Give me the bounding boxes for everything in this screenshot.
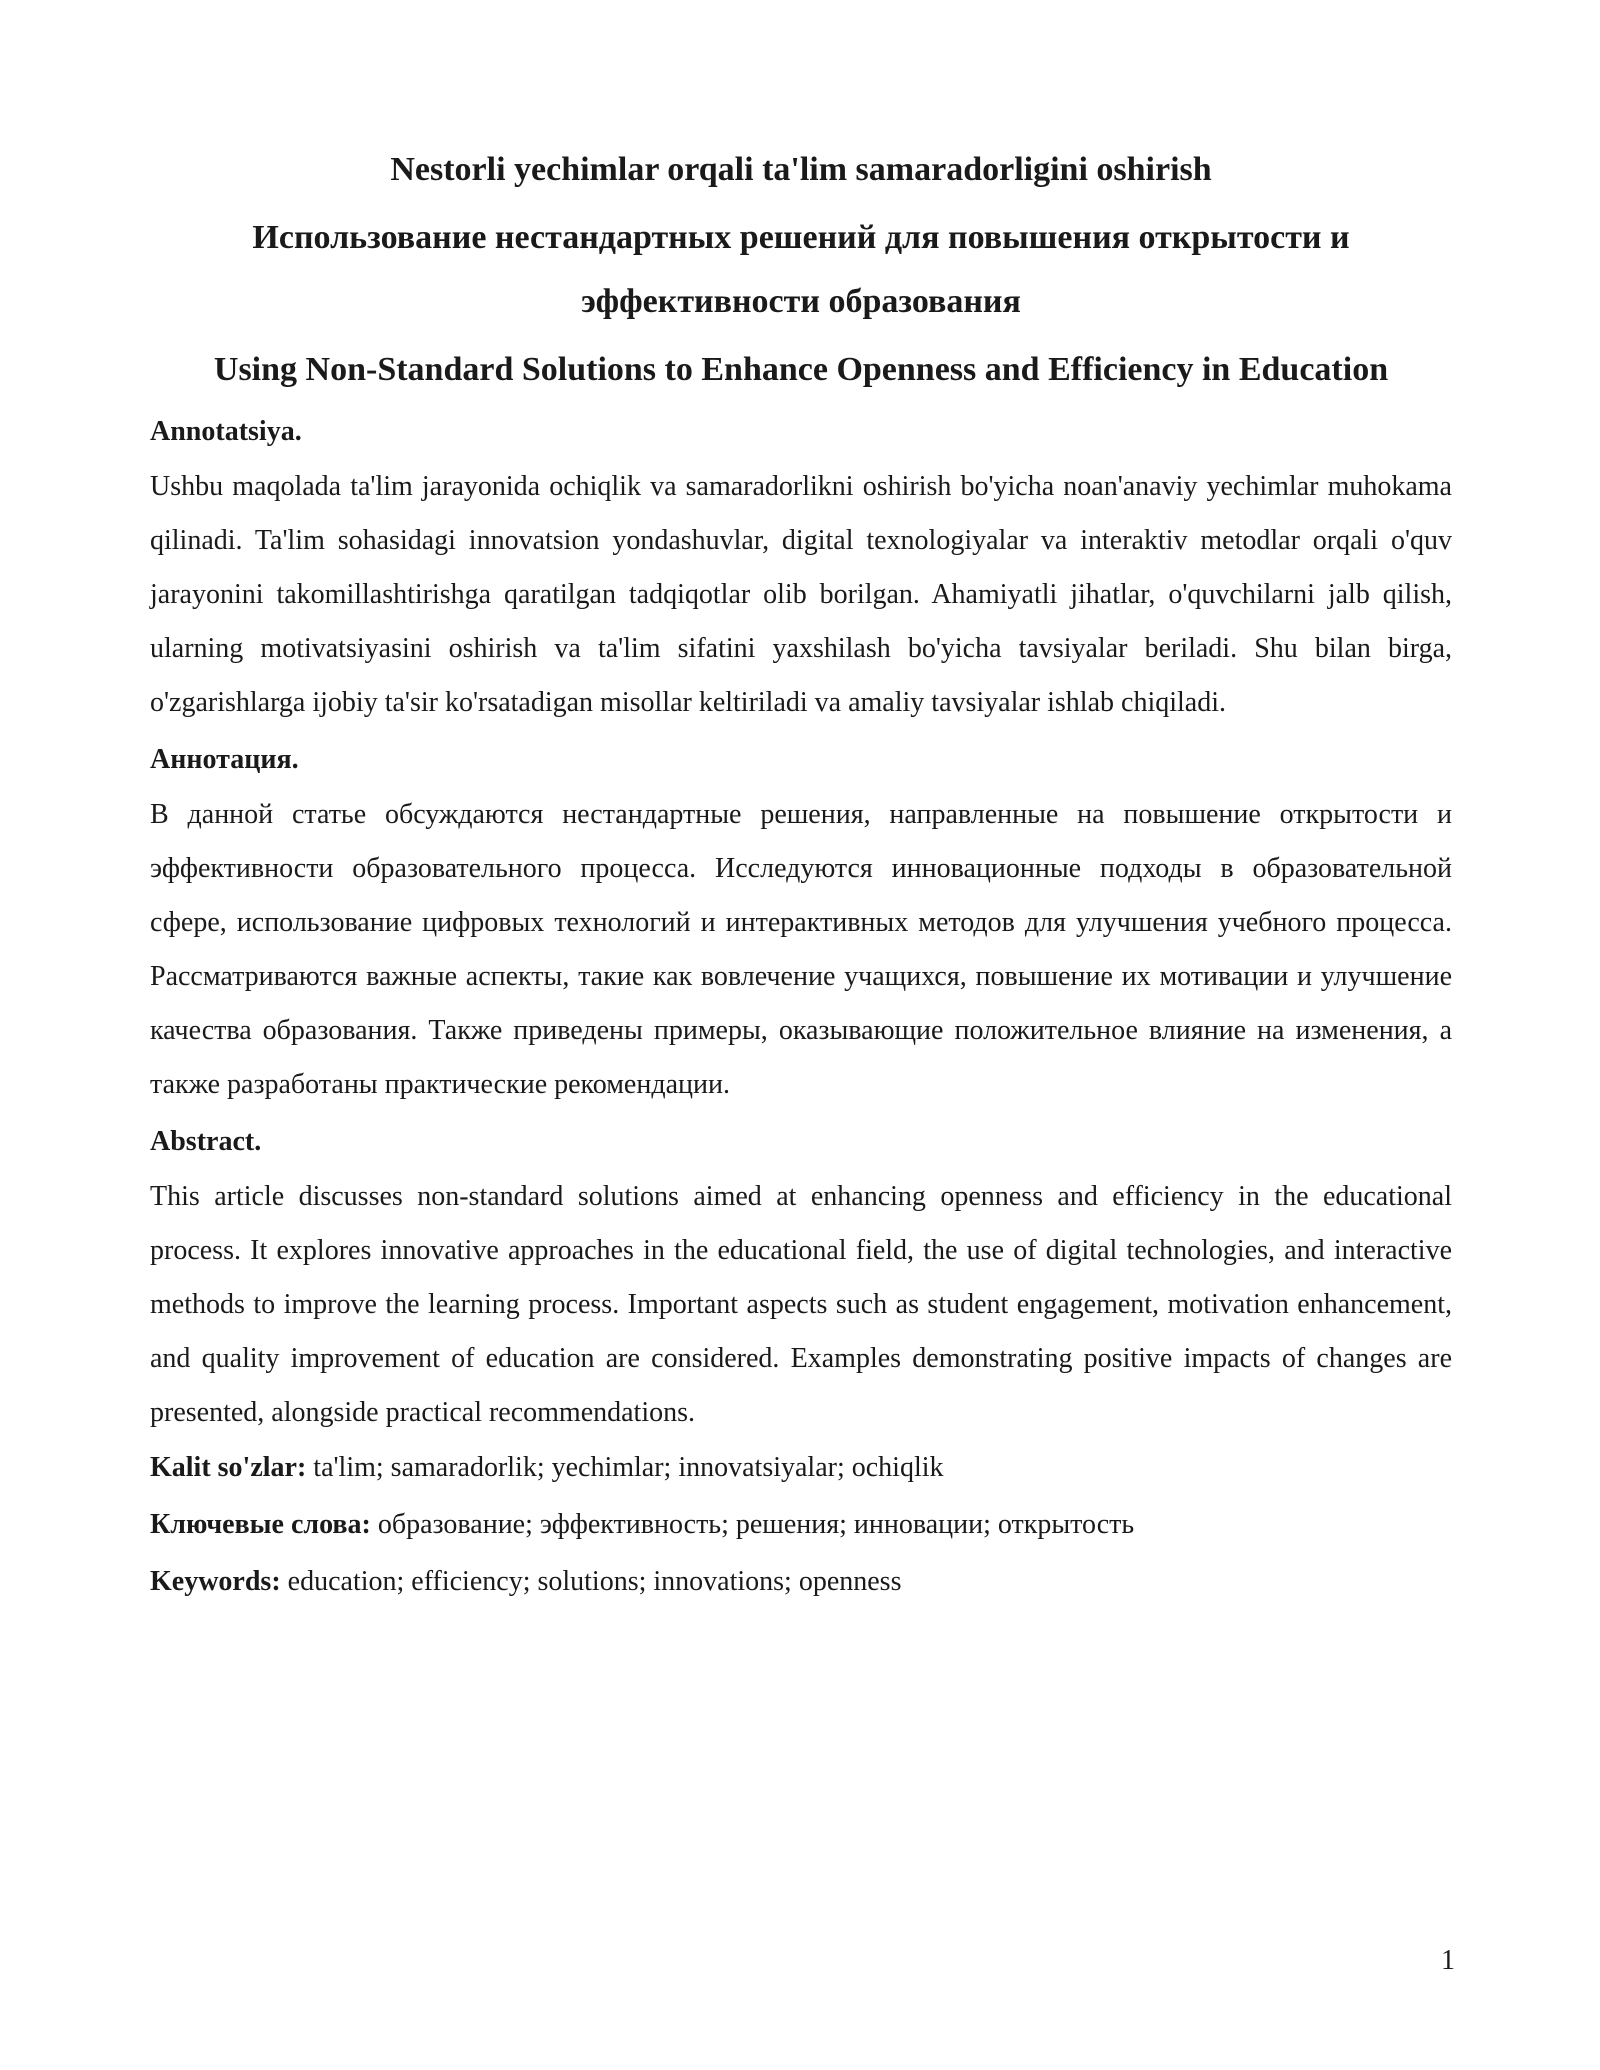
keywords-en-value: education; efficiency; solutions; innovations; openness	[280, 1566, 902, 1597]
keywords-uz-label: Kalit so'zlar:	[150, 1452, 307, 1483]
abstract-en-text: This article discusses non-standard solutions aimed at enhancing openness and efficiency in the educational process. It explores innovative approaches in the educational field, the use of digital technologies, and interactive methods to improve the learning process. Important aspects such as student engagement, motivation enhancement, and quality improvement of education are considered. Examples demonstrating positive impacts of changes are presented, alongside practical recommendations.	[150, 1181, 1452, 1428]
keywords-ru	[150, 1505, 1452, 1545]
abstract-ru-text: В данной статье обсуждаются нестандартные решения, направленные на повышение открытости и эффективности образовательного процесса. Исследуются инновационные подходы в образовательной сфере, использование цифровых технологий и интерактивных методов для улучшения учебного процесса. Рассматриваются важные аспекты, такие как вовлечение учащихся, повышение их мотивации и улучшение качества образования. Также приведены примеры, оказывающие положительное влияние на изменения, а также разработаны практические рекомендации.	[150, 799, 1452, 1100]
abstract-uz-heading: Annotatsiya.	[150, 416, 302, 447]
abstract-en-heading: Abstract.	[150, 1126, 262, 1157]
keywords-uz-value: ta'lim; samaradorlik; yechimlar; innovatsiyalar; ochiqlik	[306, 1452, 944, 1483]
document-page	[150, 138, 1452, 1619]
abstract-uz-text: Ushbu maqolada ta'lim jarayonida ochiqlik va samaradorlikni oshirish bo'yicha noan'anaviy yechimlar muhokama qilinadi. Ta'lim sohasidagi innovatsion yondashuvlar, digital texnologiyalar va interaktiv metodlar orqali o'quv jarayonini takomillashtirishga qaratilgan tadqiqotlar olib borilgan. Ahamiyatli jihatlar, o'quvchilarni jalb qilish, ularning motivatsiyasini oshirish va ta'lim sifatini yaxshilash bo'yicha tavsiyalar beriladi. Shu bilan birga, o'zgarishlarga ijobiy ta'sir ko'rsatadigan misollar keltiriladi va amaliy tavsiyalar ishlab chiqiladi.	[150, 471, 1452, 718]
title-english: Using Non-Standard Solutions to Enhance Openness and Efficiency in Education	[213, 351, 1389, 388]
keywords-uz	[150, 1448, 1452, 1488]
keywords-ru-value: образование; эффективность; решения; инновации; открытость	[370, 1509, 1135, 1540]
keywords-en	[150, 1562, 1452, 1602]
page-number: 1	[1441, 1945, 1455, 1976]
keywords-ru-label: Ключевые слова:	[150, 1509, 371, 1540]
title-russian: Использование нестандартных решений для повышения открытости и эффективности образования	[252, 219, 1350, 320]
title-uzbek: Nestorli yechimlar orqali ta'lim samaradorligini oshirish	[390, 151, 1212, 188]
keywords-en-label: Keywords:	[150, 1566, 281, 1597]
abstract-ru-heading: Аннотация.	[150, 744, 299, 775]
